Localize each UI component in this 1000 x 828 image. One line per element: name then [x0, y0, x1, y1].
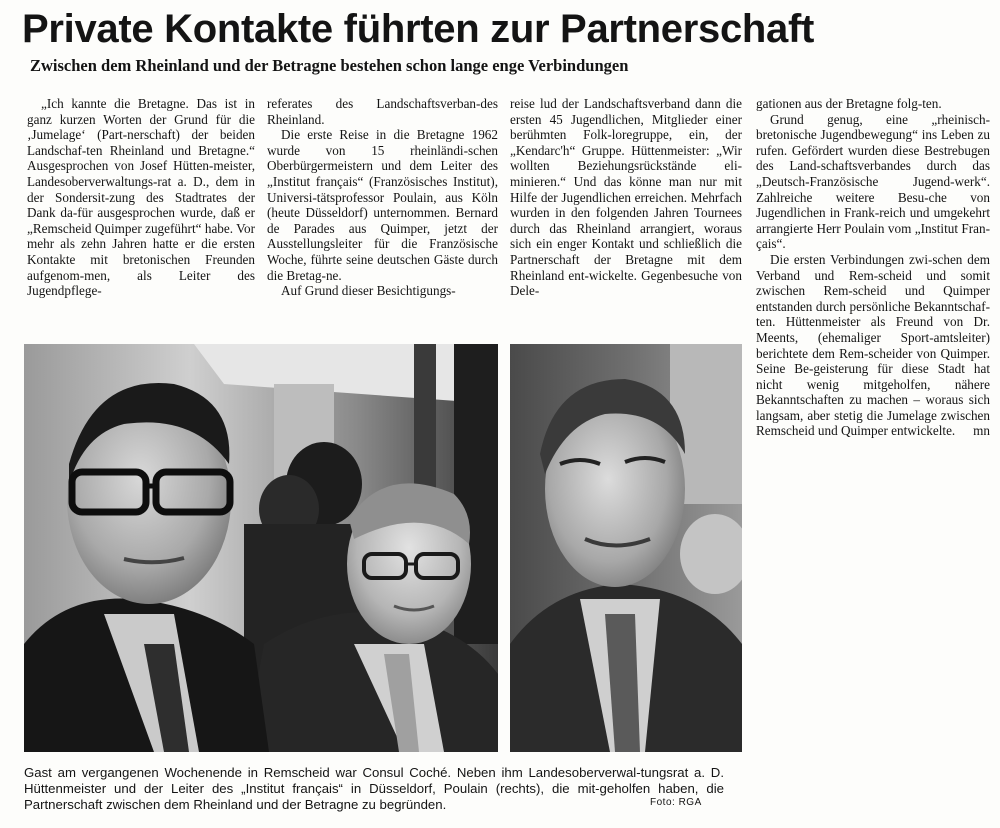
photo-consul-image	[510, 344, 742, 752]
paragraph: Grund genug, eine „rheinisch-bretonische Jugendbewegung“ ins Leben zu rufen. Gefördert wurden diese Bestrebugen des Land-schaftsverbandes durch das „Deutsch-Französische Jugend-werk“. Zahlreiche weitere Besu-che von Jugendlichen in Frank-reich und umgekehrt arrangierte Herr Poulain vom „Institut Fran-çais“.	[756, 111, 990, 252]
paragraph: Auf Grund dieser Besichtigungs-	[281, 283, 456, 299]
subheadline: Zwischen dem Rheinland und der Betragne bestehen schon lange enge Verbindungen	[30, 56, 629, 75]
paragraph-text: Die ersten Verbindungen zwi-schen dem Verband und Rem-scheid und somit zwischen Rem-scheid und Quimper entstanden durch persönliche Bekanntschaf-ten. Hüttenmeister als Freund von Dr. Meents, (ehemaliger Sport-amtsleiter) berichtete dem Rem-scheider von Quimper. Seine Be-geisterung für diese Stadt hat nicht wenig mitgeholfen, nähere Bekanntschaften zu machen – woraus sich langsam, aber stetig die Jumelage zwischen Remscheid und Quimper entwickelte.	[756, 251, 990, 439]
article-column-3	[510, 96, 742, 299]
paragraph: gationen aus der Bretagne folg-ten.	[756, 96, 942, 111]
photo-two-men-image	[24, 344, 498, 752]
photo-two-men	[24, 344, 498, 752]
photo-consul	[510, 344, 742, 752]
paragraph: Die erste Reise in die Bretagne 1962 wurde von 15 rheinländi-schen Oberbürgermeistern und dem Leiter des „Institut français“ (Französisches Institut), Universi-tätsprofessor Poulain, aus Köln (heute Düsseldorf) unternommen. Bernard de Parades aus Quimper, jetzt der Ausstellungsleiter für die Französische Woche, führte seine deutschen Gäste durch die Bretag-ne.	[267, 127, 498, 283]
photo-caption: Gast am vergangenen Wochenende in Remscheid war Consul Coché. Neben ihm Landesoberverwal-tungsrat a. D. Hüttenmeister und der Leiter des „Institut français“ in Düsseldorf, Poulain (rechts), die mit-geholfen haben, die Partnerschaft zwischen dem Rheinland und der Betragne zu begründen.	[24, 765, 724, 812]
paragraph: „Ich kannte die Bretagne. Das ist in ganz kurzen Worten der Grund für die ‚Jumelage‘ (Part-nerschaft) der beiden Landschaf-ten Rheinland und Bretagne.“ Ausgesprochen von Josef Hütten-meister, Landesoberverwaltungs-rat a. D., dem in der Sondersit-zung des Stadtrates der Dank da-für ausgesprochen wurde, daß er „Remscheid Quimper zugeführt“ habe. Vor mehr als zehn Jahren hatte er die ersten Kontakte mit bretonischen Freunden aufgenom-men, als Leiter des Jugendpflege-	[27, 96, 255, 299]
author-initials: mn	[973, 423, 990, 439]
paragraph: reise lud der Landschaftsverband dann die ersten 45 Jugendlichen, Mitglieder einer berühmten Folk-loregruppe, ein, der „Kendarc'h“ Gruppe. Hüttenmeister: „Wir wollten Beziehungsrückstände eli-minieren.“ Und das könne man nur mit Hilfe der Jugendlichen erreichen. Mehrfach wurden in den folgenden Jahren Tournees durch das Rheinland arrangiert, woraus sich ein enger Kontakt und schließlich die Partnerschaft der Bretagne mit dem Rheinland ent-wickelte. Gegenbesuche von Dele-	[510, 96, 742, 299]
photo-credit: Foto: RGA	[650, 797, 702, 808]
article-column-1	[27, 96, 255, 299]
article-column-4	[756, 96, 990, 439]
paragraph	[756, 252, 990, 439]
headline: Private Kontakte führten zur Partnerschaft	[22, 7, 815, 51]
article-column-2	[267, 96, 498, 299]
paragraph: referates des Landschaftsverban-des Rheinland.	[267, 96, 498, 127]
